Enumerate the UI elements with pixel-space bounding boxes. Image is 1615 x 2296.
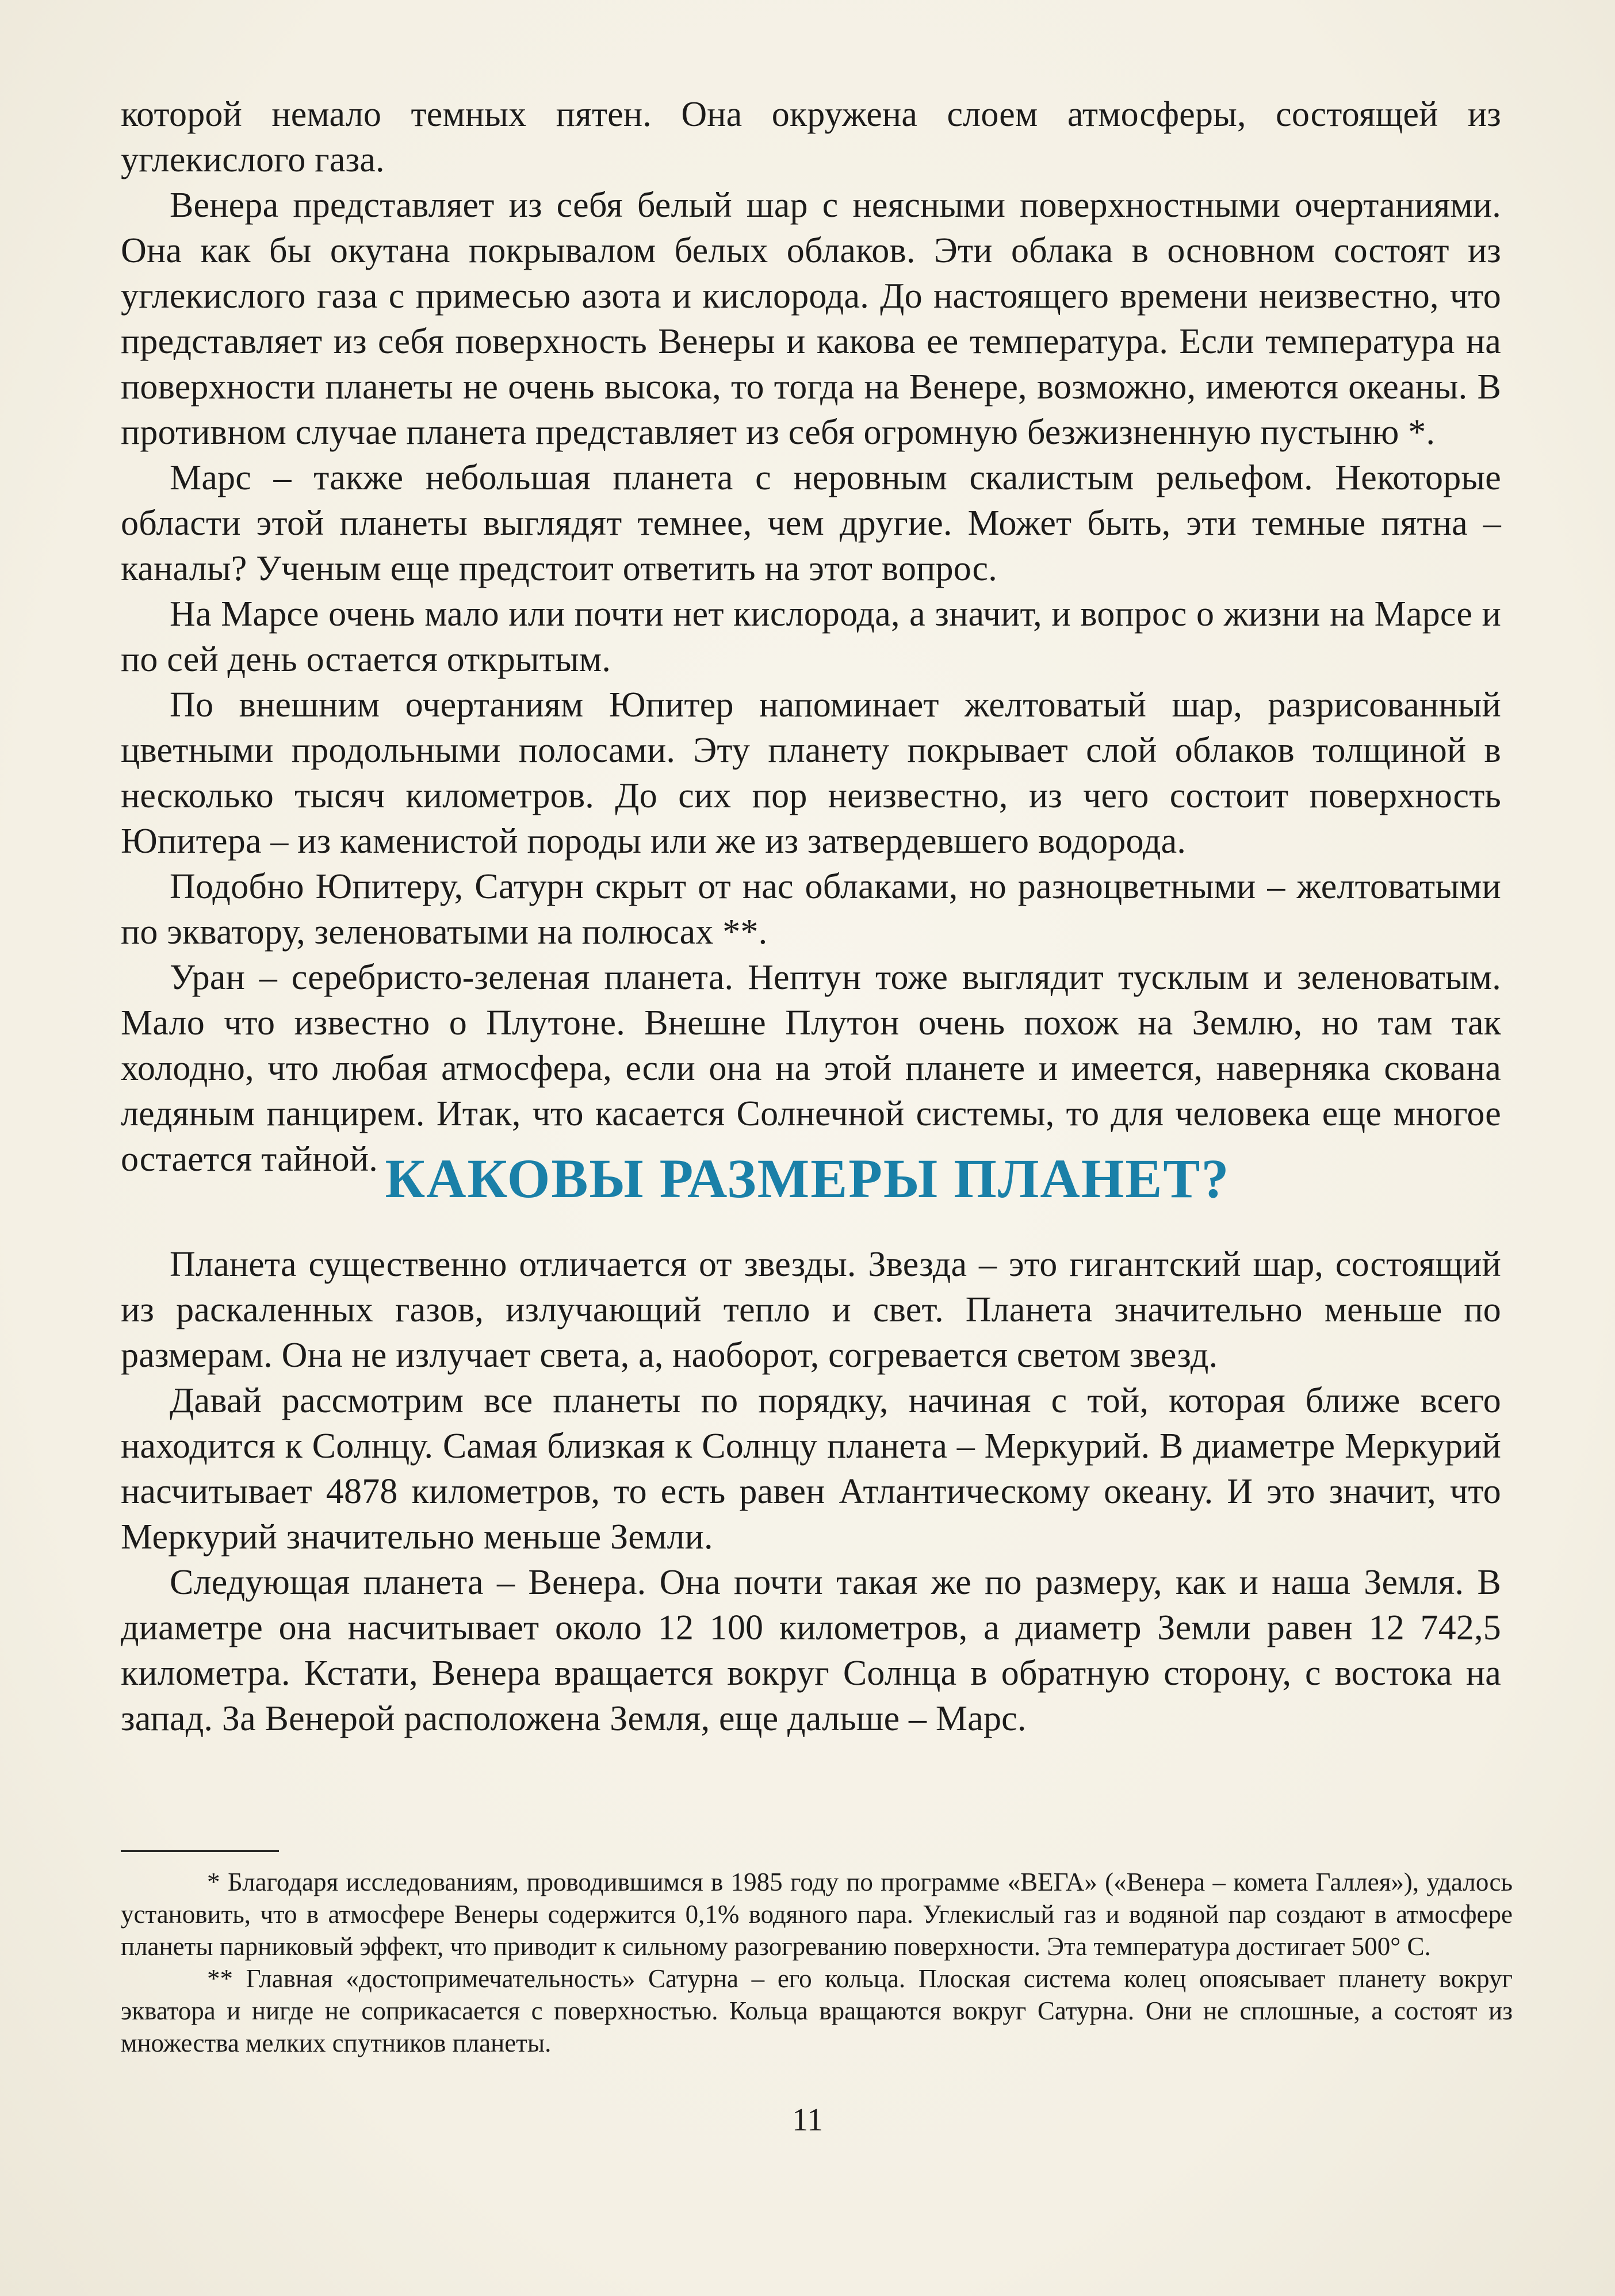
paragraph-saturn: Подобно Юпитеру, Сатурн скрыт от нас облаками, но разноцветными – желтоватыми по экватору, зеленоватыми на полюсах **.: [121, 867, 1501, 952]
paragraph-mars: Марс – также небольшая планета с неровным скалистым рельефом. Некоторые области этой планеты выглядят темнее, чем другие. Может быть, эти темные пятна – каналы? Ученым еще предстоит ответить на этот вопрос.: [121, 458, 1501, 588]
body-text-top: [121, 92, 1501, 1182]
footnote-2: ** Главная «достопримечательность» Сатурна – его кольца. Плоская система колец опоясывает планету вокруг экватора и нигде не соприкасается с поверхностью. Кольца вращаются вокруг Сатурна. Они не сплошные, а состоят из множества мелких спутников планеты.: [121, 1964, 1513, 2057]
section-heading: КАКОВЫ РАЗМЕРЫ ПЛАНЕТ?: [385, 1148, 1230, 1209]
paragraph-mercury: Давай рассмотрим все планеты по порядку, начиная с той, которая ближе всего находится к Солнцу. Самая близкая к Солнцу планета – Меркурий. В диаметре Меркурий насчитывает 4878 километров, то есть равен Атлантическому океану. И это значит, что Меркурий значительно меньше Земли.: [121, 1381, 1501, 1557]
body-text-section: [121, 1242, 1501, 1742]
paragraph-venus-size: Следующая планета – Венера. Она почти такая же по размеру, как и наша Земля. В диаметре она насчитывает около 12 100 километров, а диаметр Земли равен 12 742,5 километра. Кстати, Венера вращается вокруг Солнца в обратную сторону, с востока на запад. За Венерой расположена Земля, еще дальше – Марс.: [121, 1563, 1501, 1738]
paragraph-venus: Венера представляет из себя белый шар с неясными поверхностными очертаниями. Она как бы окутана покрывалом белых облаков. Эти облака в основном состоят из углекислого газа с примесью азота и кислорода. До настоящего времени неизвестно, что представляет из себя поверхность Венеры и какова ее температура. Если температура на поверхности планеты не очень высока, то тогда на Венере, возможно, имеются океаны. В противном случае планета представляет из себя огромную безжизненную пустыню *.: [121, 186, 1501, 452]
paragraph-planet-vs-star: Планета существенно отличается от звезды. Звезда – это гигантский шар, состоящий из раскаленных газов, излучающий тепло и свет. Планета значительно меньше по размерам. Она не излучает света, а, наоборот, согревается светом звезд.: [121, 1245, 1501, 1375]
paragraph-continuation: которой немало темных пятен. Она окружена слоем атмосферы, состоящей из углекислого газа.: [121, 95, 1501, 179]
paragraph-jupiter: По внешним очертаниям Юпитер напоминает желтоватый шар, разрисованный цветными продольными полосами. Эту планету покрывает слой облаков толщиной в несколько тысяч километров. До сих пор неизвестно, из чего состоит поверхность Юпитера – из каменистой породы или же из затвердевшего водорода.: [121, 685, 1501, 861]
paragraph-mars-life: На Марсе очень мало или почти нет кислорода, а значит, и вопрос о жизни на Марсе и по сей день остается открытым.: [121, 595, 1501, 679]
footnotes: [121, 1866, 1513, 2059]
footnote-divider: [121, 1850, 279, 1852]
paragraph-uranus-neptune-pluto: Уран – серебристо-зеленая планета. Нептун тоже выглядит тусклым и зеленоватым. Мало что известно о Плутоне. Внешне Плутон очень похож на Землю, но там так холодно, что любая атмосфера, если она на этой планете и имеется, наверняка скована ледяным панцирем. Итак, что касается Солнечной системы, то для человека еще многое остается тайной.: [121, 958, 1501, 1179]
footnote-1: * Благодаря исследованиям, проводившимся в 1985 году по программе «ВЕГА» («Венера – комета Галлея»), удалось установить, что в атмосфере Венеры содержится 0,1% водяного пара. Углекислый газ и водяной пар создают в атмосфере планеты парниковый эффект, что приводит к сильному разогреванию поверхности. Эта температура достигает 500° С.: [121, 1868, 1513, 1961]
page-number: 11: [792, 2102, 823, 2138]
